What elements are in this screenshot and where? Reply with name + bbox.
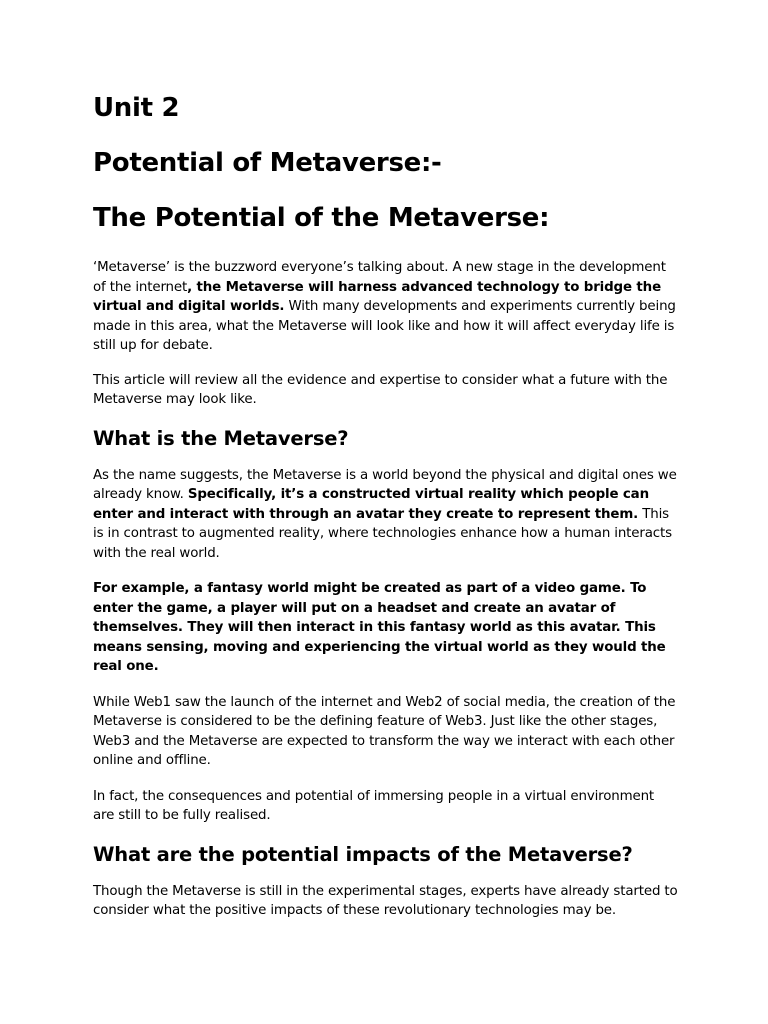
web3-paragraph: While Web1 saw the launch of the internet and Web2 of social media, the creation of the Metaverse is considered to be the defining feature of Web3. Just like the other stages, Web3 and the Metaverse are expected to transform the way we interact with each other online and offline. [93,694,676,768]
what-is-text-end: This is in contrast to augmented reality, where technologies enhance how a human interacts with the real world. [93,506,672,561]
section-heading-what-is: What is the Metaverse? [93,426,349,450]
intro-paragraph-2: This article will review all the evidence and expertise to consider what a future with the Metaverse may look like. [93,372,668,407]
consequences-paragraph: In fact, the consequences and potential of immersing people in a virtual environment are still to be fully realised. [93,788,655,823]
what-is-paragraph-1 [93,466,678,564]
intro-text-start: ‘Metaverse’ is the buzzword everyone’s talking about. A new stage in the development of the internet [93,260,666,295]
intro-bold-text: , the Metaverse will harness advanced technology to bridge the virtual and digital worlds. [93,279,661,314]
what-is-bold-text: Specifically, it’s a constructed virtual reality which people can enter and interact with through an avatar they create to represent them. [93,487,649,522]
what-is-text-start: As the name suggests, the Metaverse is a world beyond the physical and digital ones we already know. [93,467,677,502]
example-paragraph [93,579,678,677]
page-title: Potential of Metaverse:- [93,148,442,178]
page-subtitle: The Potential of the Metaverse: [93,203,550,233]
unit-heading: Unit 2 [93,93,180,123]
intro-text-end: With many developments and experiments currently being made in this area, what the Metaverse will look like and how it will affect everyday life is still up for debate. [93,299,676,353]
impacts-paragraph-1: Though the Metaverse is still in the experimental stages, experts have already started to consider what the positive impacts of these revolutionary technologies may be. [93,883,678,918]
intro-paragraph-1 [93,258,678,356]
example-bold-text: For example, a fantasy world might be created as part of a video game. To enter the game, a player will put on a headset and create an avatar of themselves. They will then interact in this fantasy world as this avatar. This means sensing, moving and experiencing the virtual world as they would the real one. [93,581,666,674]
section-heading-impacts: What are the potential impacts of the Metaverse? [93,842,633,866]
